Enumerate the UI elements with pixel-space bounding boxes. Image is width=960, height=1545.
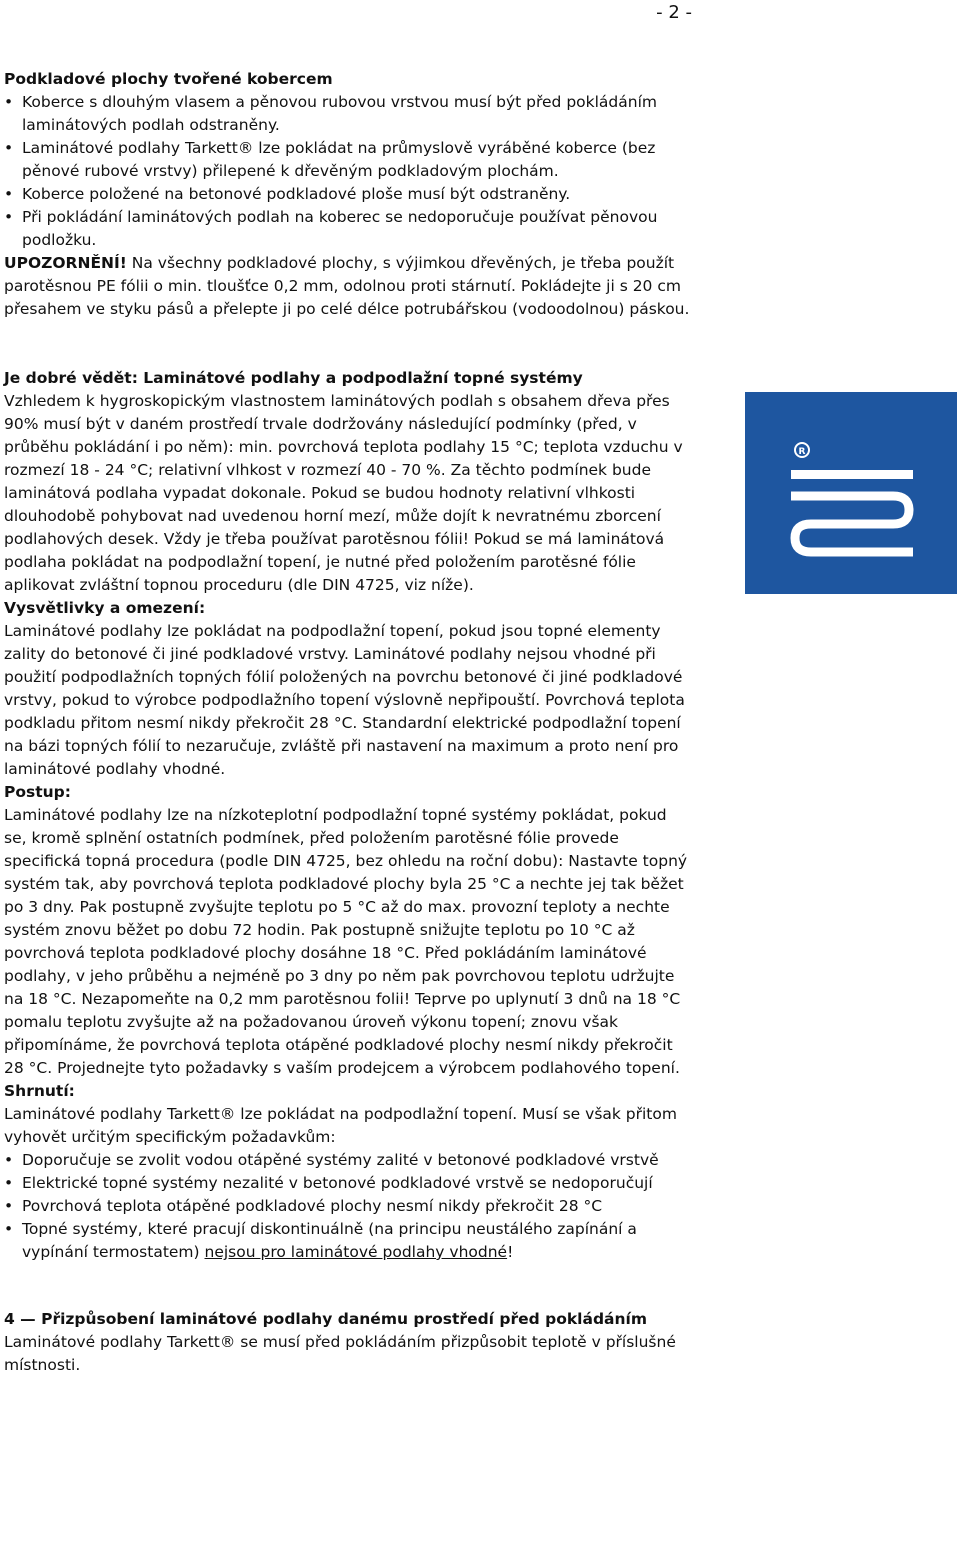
list-item: • Doporučuje se zvolit vodou otápěné systémy zalité v betonové podkladové vrstvě	[4, 1149, 694, 1172]
list-item: • Elektrické topné systémy nezalité v betonové podkladové vrstvě se nedoporučují	[4, 1172, 694, 1195]
explanations-heading: Vysvětlivky a omezení:	[4, 599, 206, 617]
page-number: - 2 -	[656, 2, 692, 23]
svg-text:R: R	[798, 447, 806, 457]
bullet-text: Topné systémy, které pracují diskontinuálně (na principu neustálého zapínání a vypínání termostatem)	[22, 1220, 637, 1261]
summary-heading: Shrnutí:	[4, 1082, 75, 1100]
explanations-text: Laminátové podlahy lze pokládat na podpodlažní topení, pokud jsou topné elementy zality do betonové či jiné podkladové vrstvy. Laminátové podlahy nejsou vhodné při použití podpodlažních topných fólií položených na povrchu betonové či jiné podkladové vrstvy, pokud to výrobce podpodlažního topení výslovně nepřipouští. Povrchová teplota podkladu přitom nesmí nikdy překročit 28 °C. Standardní elektrické podpodlažní topení na bázi topných fólií to nezaručuje, zvláště při nastavení na maximum a proto není pro laminátové podlahy vhodné.	[4, 622, 685, 778]
underfloor-heating-icon-graphic	[745, 392, 957, 594]
summary-bullet-list	[4, 1149, 694, 1264]
list-item: • Povrchová teplota otápěné podkladové plochy nesmí nikdy překročit 28 °C	[4, 1195, 694, 1218]
list-item: • Při pokládání laminátových podlah na koberec se nedoporučuje používat pěnovou podložku.	[4, 206, 694, 252]
list-item: • Koberce s dlouhým vlasem a pěnovou rubovou vrstvou musí být před pokládáním laminátových podlah odstraněny.	[4, 91, 694, 137]
warning-text: Na všechny podkladové plochy, s výjimkou dřevěných, je třeba použít parotěsnou PE fólii o min. tloušťce 0,2 mm, odolnou proti stárnutí. Pokládejte ji s 20 cm přesahem ve styku pásů a přelepte ji po celé délce potrubářskou (vodoodolnou) páskou.	[4, 254, 690, 318]
bullet-text-end: !	[507, 1243, 514, 1261]
acclimatization-text: Laminátové podlahy Tarkett® se musí před pokládáním přizpůsobit teplotě v příslušné místnosti.	[4, 1333, 676, 1374]
list-item	[4, 1218, 694, 1264]
underlined-text: nejsou pro laminátové podlahy vhodné	[204, 1243, 508, 1261]
section-heading-carpet: Podkladové plochy tvořené kobercem	[4, 70, 333, 88]
carpet-bullet-list	[4, 91, 694, 252]
warning-label: UPOZORNĚNÍ!	[4, 254, 127, 272]
section-heading-acclimatization: 4 — Přizpůsobení laminátové podlahy danému prostředí před pokládáním	[4, 1310, 648, 1328]
summary-text: Laminátové podlahy Tarkett® lze pokládat na podpodlažní topení. Musí se však přitom vyhovět určitým specifickým požadavkům:	[4, 1105, 677, 1146]
list-item: • Laminátové podlahy Tarkett® lze pokládat na průmyslově vyráběné koberce (bez pěnové rubové vrstvy) přilepené k dřevěným podkladovým plochám.	[4, 137, 694, 183]
warning-paragraph	[4, 252, 694, 321]
section-heading-heating: Je dobré vědět: Laminátové podlahy a podpodlažní topné systémy	[4, 369, 583, 387]
list-item: • Koberce položené na betonové podkladové ploše musí být odstraněny.	[4, 183, 694, 206]
procedure-text: Laminátové podlahy lze na nízkoteplotní podpodlažní topné systémy pokládat, pokud se, kromě splnění ostatních podmínek, před položením parotěsné fólie provede specifická topná procedura (podle DIN 4725, bez ohledu na roční dobu): Nastavte topný systém tak, aby povrchová teplota podkladové plochy byla 25 °C a nechte jej tak běžet po 3 dny. Pak postupně zvyšujte teplotu po 5 °C až do max. provozní teploty a nechte systém znovu běžet po dobu 72 hodin. Pak postupně snižujte teplotu po 10 °C až povrchová teplota podkladové plochy dosáhne 18 °C. Před pokládáním laminátové podlahy, v jeho průběhu a nejméně po 3 dny po něm pak povrchovou teplotu udržujte na 18 °C. Nezapomeňte na 0,2 mm parotěsnou folii! Teprve po uplynutí 3 dnů na 18 °C pomalu teplotu zvyšujte až na požadovanou úroveň výkonu topení; znovu však připomínáme, že povrchová teplota otápěné podkladové plochy nesmí nikdy překročit 28 °C. Projednejte tyto požadavky s vaším prodejcem a výrobcem podlahového topení.	[4, 806, 688, 1077]
underfloor-heating-icon	[745, 392, 957, 594]
heating-intro: Vzhledem k hygroskopickým vlastnostem laminátových podlah s obsahem dřeva přes 90% musí být v daném prostředí trvale dodržovány následující podmínky (před, v průběhu pokládání i po něm): min. povrchová teplota podlahy 15 °C; teplota vzduchu v rozmezí 18 - 24 °C; relativní vlhkost v rozmezí 40 - 70 %. Za těchto podmínek bude laminátová podlaha vypadat dokonale. Pokud se budou hodnoty relativní vlhkosti dlouhodobě pohybovat nad uvedenou horní mezí, může dojít k nevratnému zborcení podlahových desek. Vždy je třeba používat parotěsnou fólii! Pokud se má laminátová podlaha pokládat na podpodlažní topení, je nutné před položením parotěsné fólie aplikovat zvláštní topnou proceduru (dle DIN 4725, viz níže).	[4, 392, 683, 594]
procedure-heading: Postup:	[4, 783, 71, 801]
document-body	[4, 68, 694, 1377]
